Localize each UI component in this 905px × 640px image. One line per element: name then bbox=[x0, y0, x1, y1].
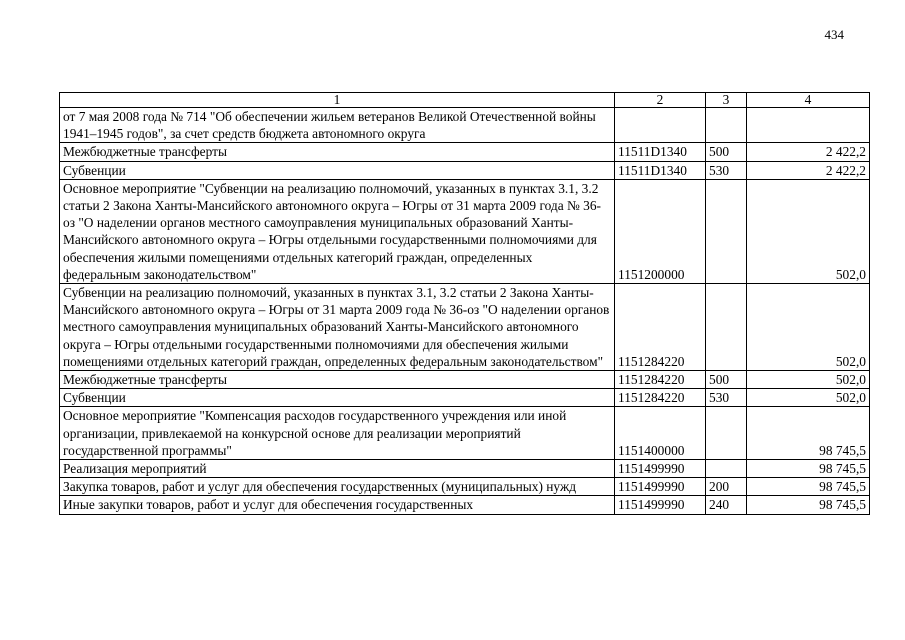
row-amount: 502,0 bbox=[747, 389, 870, 407]
row-amount: 98 745,5 bbox=[747, 496, 870, 514]
row-expense-type bbox=[706, 284, 747, 371]
row-target-code: 1151284220 bbox=[615, 284, 706, 371]
header-col-2: 2 bbox=[615, 93, 706, 108]
row-amount: 2 422,2 bbox=[747, 161, 870, 179]
row-expense-type bbox=[706, 460, 747, 478]
row-description: Межбюджетные трансферты bbox=[60, 143, 615, 161]
row-expense-type: 200 bbox=[706, 478, 747, 496]
row-expense-type bbox=[706, 407, 747, 460]
row-description: Реализация мероприятий bbox=[60, 460, 615, 478]
header-col-4: 4 bbox=[747, 93, 870, 108]
row-description: Закупка товаров, работ и услуг для обеспечения государственных (муниципальных) нужд bbox=[60, 478, 615, 496]
row-description: Основное мероприятие "Компенсация расходов государственного учреждения или иной организации, привлекаемой на конкурсной основе для реализации мероприятий государственной программы" bbox=[60, 407, 615, 460]
budget-table bbox=[59, 92, 870, 515]
row-expense-type: 240 bbox=[706, 496, 747, 514]
table-row bbox=[60, 496, 870, 514]
row-expense-type: 500 bbox=[706, 371, 747, 389]
table-header bbox=[60, 93, 870, 108]
row-target-code bbox=[615, 108, 706, 143]
header-col-3: 3 bbox=[706, 93, 747, 108]
row-amount: 2 422,2 bbox=[747, 143, 870, 161]
row-description: Межбюджетные трансферты bbox=[60, 371, 615, 389]
row-amount: 502,0 bbox=[747, 371, 870, 389]
row-expense-type: 530 bbox=[706, 389, 747, 407]
table-row bbox=[60, 371, 870, 389]
header-col-1: 1 bbox=[60, 93, 615, 108]
row-amount: 502,0 bbox=[747, 284, 870, 371]
row-amount: 98 745,5 bbox=[747, 407, 870, 460]
table-row bbox=[60, 389, 870, 407]
row-target-code: 11511D1340 bbox=[615, 143, 706, 161]
table-row bbox=[60, 460, 870, 478]
table-row bbox=[60, 108, 870, 143]
row-target-code: 1151284220 bbox=[615, 389, 706, 407]
row-target-code: 1151400000 bbox=[615, 407, 706, 460]
table-row bbox=[60, 179, 870, 283]
row-target-code: 11511D1340 bbox=[615, 161, 706, 179]
row-target-code: 1151499990 bbox=[615, 496, 706, 514]
row-amount bbox=[747, 108, 870, 143]
table-row bbox=[60, 284, 870, 371]
row-expense-type bbox=[706, 179, 747, 283]
row-description: Иные закупки товаров, работ и услуг для обеспечения государственных bbox=[60, 496, 615, 514]
table-row bbox=[60, 407, 870, 460]
row-description: Субвенции bbox=[60, 389, 615, 407]
row-expense-type: 530 bbox=[706, 161, 747, 179]
row-target-code: 1151200000 bbox=[615, 179, 706, 283]
table-row bbox=[60, 143, 870, 161]
row-description: Субвенции bbox=[60, 161, 615, 179]
row-description: Субвенции на реализацию полномочий, указанных в пунктах 3.1, 3.2 статьи 2 Закона Ханты-Мансийского автономного округа – Югры от 31 марта 2009 года № 36-оз "О наделении органов местного самоуправления муниципальных образований Ханты-Мансийского автономного округа – Югры отдельными государственными полномочиями для обеспечения жилыми помещениями отдельных категорий граждан, определенных федеральным законодательством" bbox=[60, 284, 615, 371]
row-target-code: 1151499990 bbox=[615, 478, 706, 496]
row-amount: 98 745,5 bbox=[747, 460, 870, 478]
row-description: Основное мероприятие "Субвенции на реализацию полномочий, указанных в пунктах 3.1, 3.2 статьи 2 Закона Ханты-Мансийского автономного округа – Югры от 31 марта 2009 года № 36-оз "О наделении органов местного самоуправления муниципальных образований Ханты-Мансийского автономного округа – Югры отдельными государственными полномочиями для обеспечения жилыми помещениями отдельных категорий граждан, определенных федеральным законодательством" bbox=[60, 179, 615, 283]
table-body bbox=[60, 108, 870, 515]
row-amount: 98 745,5 bbox=[747, 478, 870, 496]
row-target-code: 1151499990 bbox=[615, 460, 706, 478]
row-expense-type: 500 bbox=[706, 143, 747, 161]
page-number: 434 bbox=[824, 27, 844, 42]
row-description: от 7 мая 2008 года № 714 "Об обеспечении жильем ветеранов Великой Отечественной войны 1941–1945 годов", за счет средств бюджета автономного округа bbox=[60, 108, 615, 143]
row-amount: 502,0 bbox=[747, 179, 870, 283]
row-expense-type bbox=[706, 108, 747, 143]
row-target-code: 1151284220 bbox=[615, 371, 706, 389]
table-row bbox=[60, 161, 870, 179]
table-row bbox=[60, 478, 870, 496]
header-row bbox=[60, 93, 870, 108]
